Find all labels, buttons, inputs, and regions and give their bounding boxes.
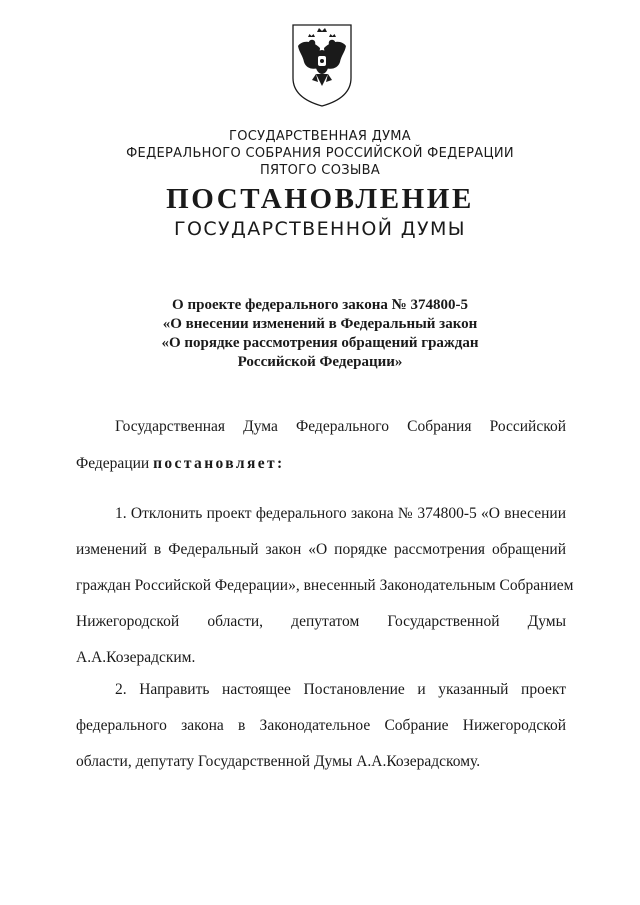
header-line-1: ГОСУДАРСТВЕННАЯ ДУМА xyxy=(229,129,411,144)
document-title: ПОСТАНОВЛЕНИЕ xyxy=(166,183,474,215)
item-1-line: 1. Отклонить проект федерального закона № 374800-5 «О внесении xyxy=(115,505,566,522)
subject-line: «О порядке рассмотрения обращений граждан xyxy=(161,335,479,351)
item-1-line: граждан Российской Федерации», внесенный Законодательным Собранием xyxy=(76,577,574,594)
item-2-line: 2. Направить настоящее Постановление и указанный проект xyxy=(115,681,566,698)
preamble-line-2 xyxy=(76,455,566,473)
document-subtitle: ГОСУДАРСТВЕННОЙ ДУМЫ xyxy=(174,218,466,240)
item-2-line: федерального закона в Законодательное Собрание Нижегородской xyxy=(76,717,566,734)
coat-of-arms-icon xyxy=(290,22,354,108)
item-1-line: Нижегородской области, депутатом Государственной Думы xyxy=(76,613,566,630)
header-line-3: ПЯТОГО СОЗЫВА xyxy=(259,163,381,178)
preamble-line-1: Государственная Дума Федерального Собрания Российской xyxy=(115,418,566,435)
item-2-line: области, депутату Государственной Думы А.А.Козерадскому. xyxy=(76,753,481,770)
subject-block xyxy=(0,296,640,372)
header-line-2: ФЕДЕРАЛЬНОГО СОБРАНИЯ РОССИЙСКОЙ ФЕДЕРАЦИИ xyxy=(126,146,514,161)
item-1-line: А.А.Козерадским. xyxy=(76,649,196,666)
subject-line: «О внесении изменений в Федеральный закон xyxy=(162,316,478,332)
subject-line: Российской Федерации» xyxy=(237,354,403,370)
item-1-line: изменений в Федеральный закон «О порядке рассмотрения обращений xyxy=(76,541,566,558)
subject-line: О проекте федерального закона № 374800-5 xyxy=(172,297,468,313)
preamble-decree-word: постановляет: xyxy=(153,455,285,472)
preamble-line-2-start: Федерации xyxy=(76,455,154,472)
